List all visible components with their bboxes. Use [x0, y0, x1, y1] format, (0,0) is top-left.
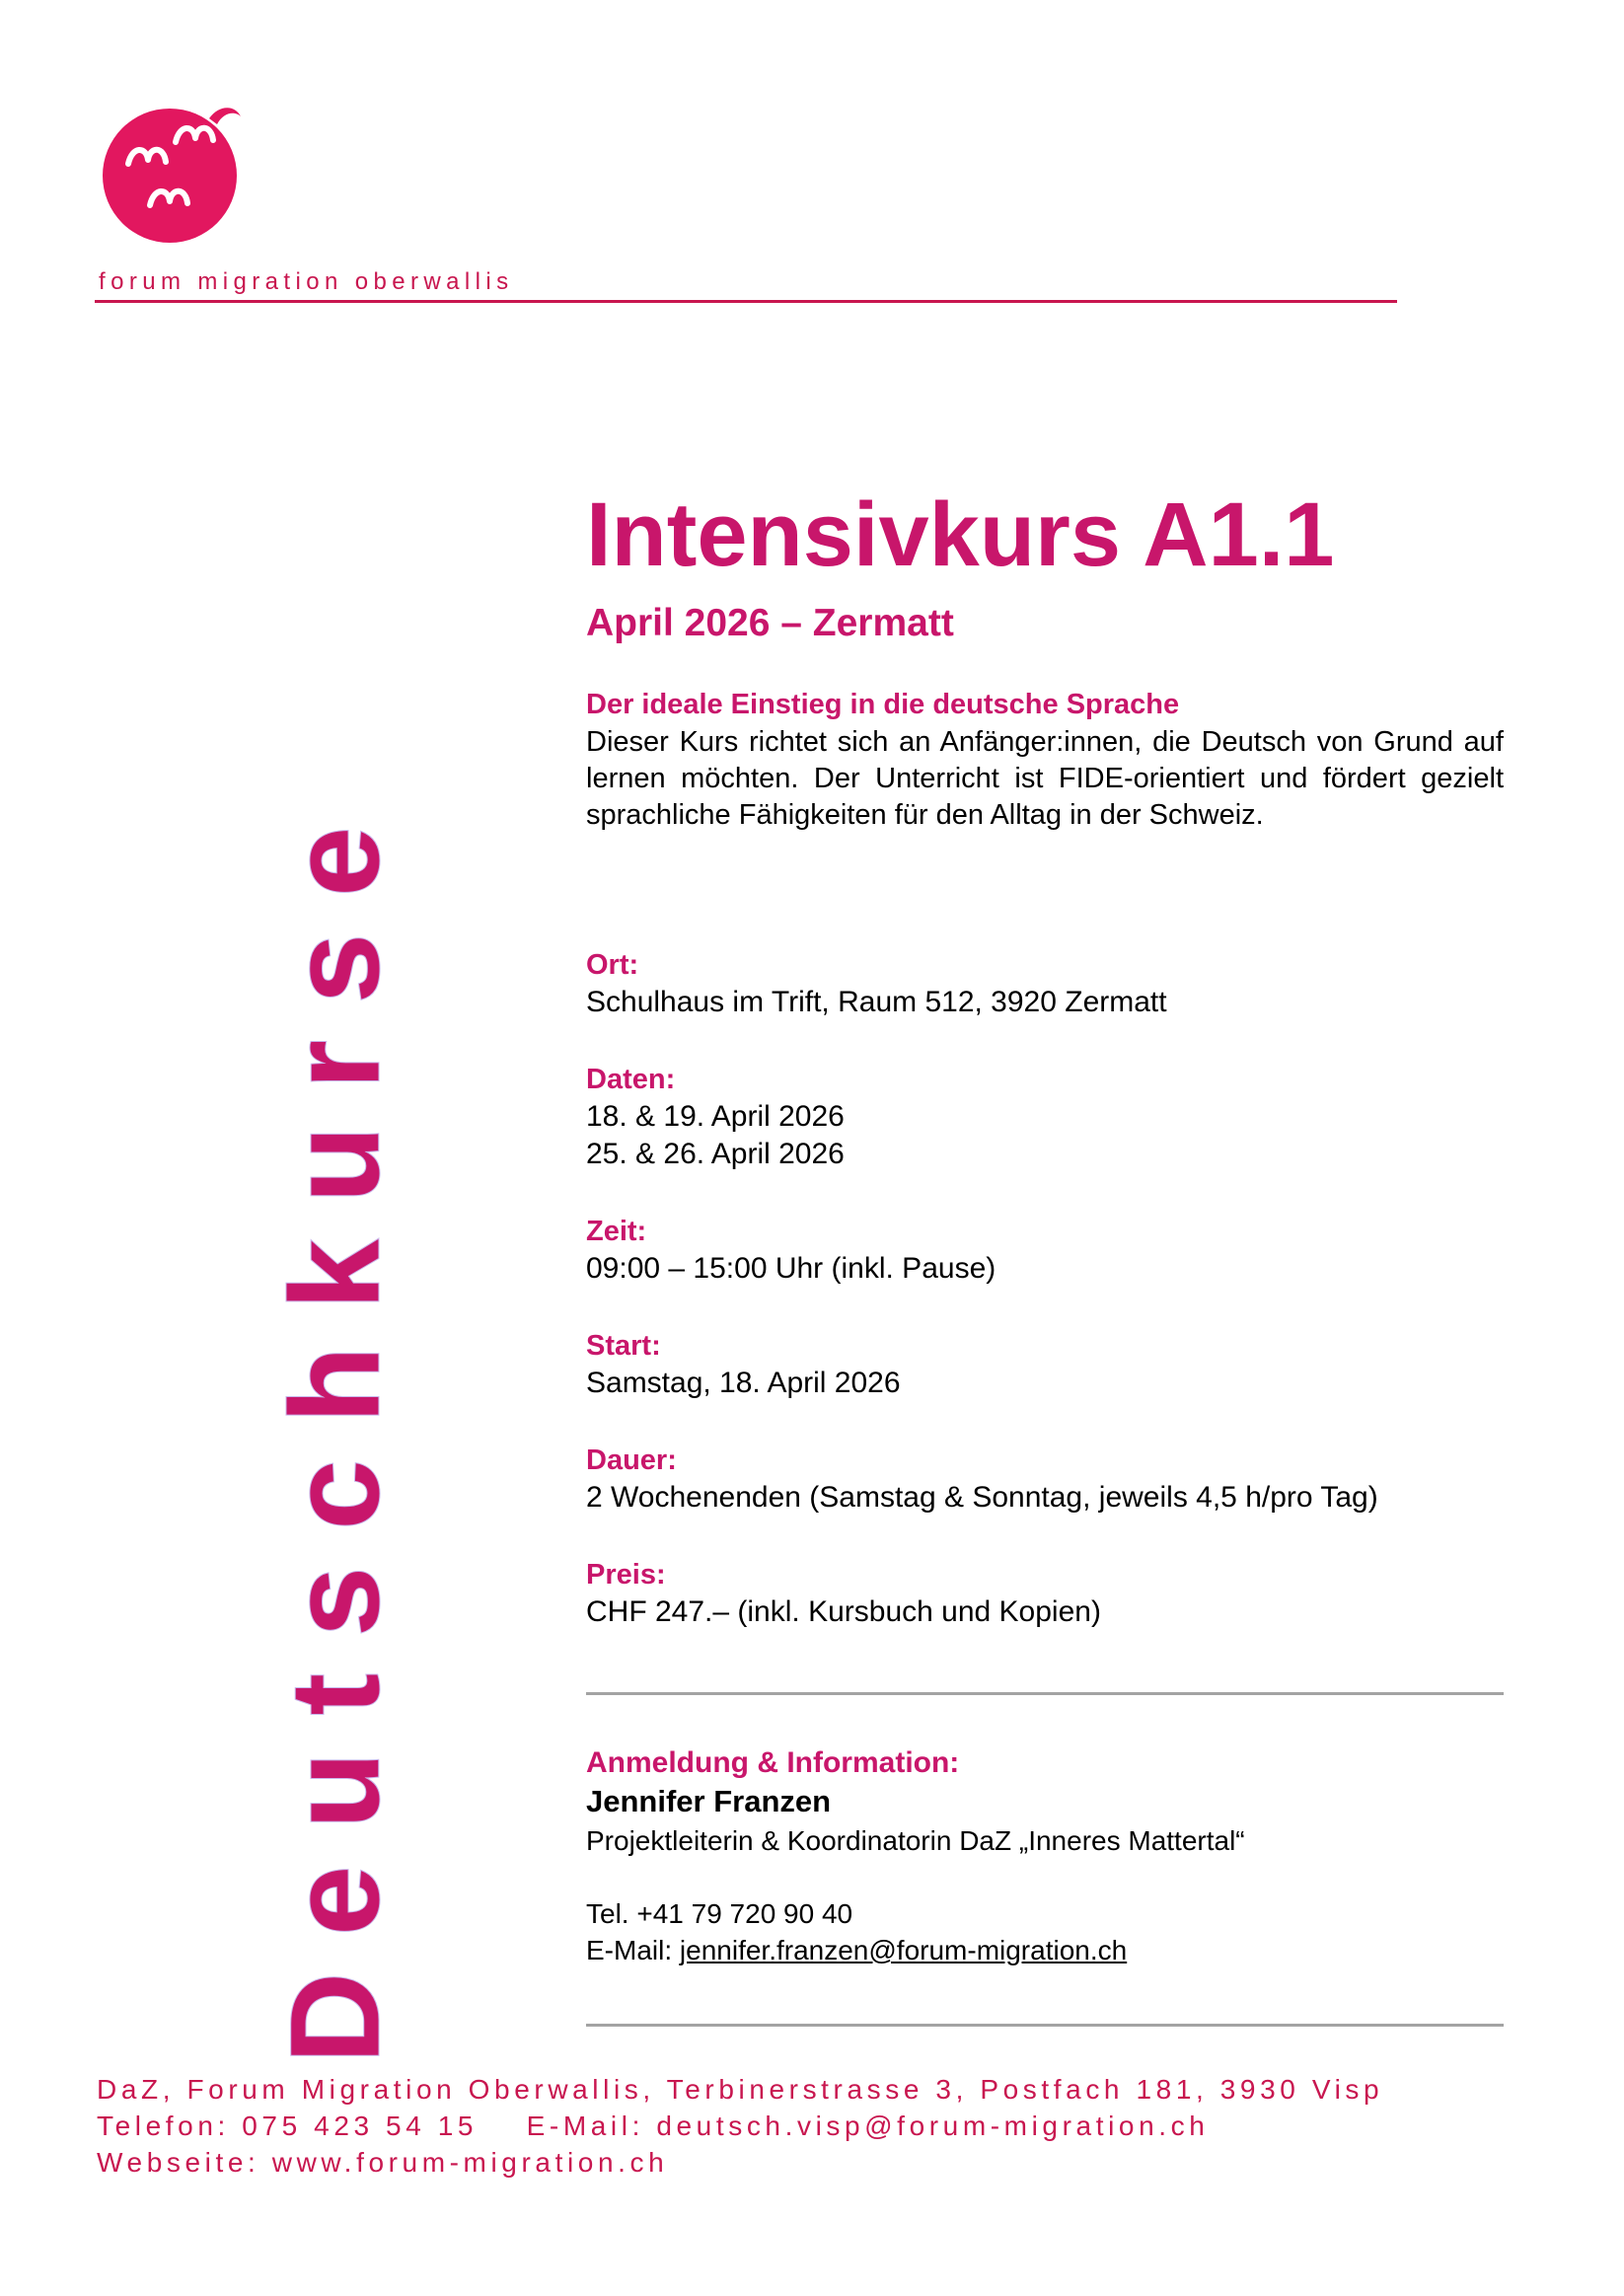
start-value: Samstag, 18. April 2026: [586, 1367, 901, 1399]
footer-contact: Telefon: 075 423 54 15 E-Mail: deutsch.visp@forum-migration.ch: [97, 2111, 1210, 2141]
side-title: Deutschkurse: [264, 789, 406, 2064]
brand-divider: [95, 300, 1397, 303]
contact-email-link[interactable]: jennifer.franzen@forum-migration.ch: [679, 1935, 1128, 1965]
contact-email-line: [586, 1935, 1127, 1966]
footer-website: Webseite: www.forum-migration.ch: [97, 2147, 669, 2178]
location-value: Schulhaus im Trift, Raum 512, 3920 Zermatt: [586, 986, 1167, 1018]
intro-heading: Der ideale Einstieg in die deutsche Sprache: [586, 689, 1180, 720]
course-subtitle: April 2026 – Zermatt: [586, 602, 954, 644]
duration-value: 2 Wochenenden (Samstag & Sonntag, jeweils 4,5 h/pro Tag): [586, 1481, 1378, 1514]
date-line-2: 25. & 26. April 2026: [586, 1138, 845, 1170]
contact-heading: Anmeldung & Information:: [586, 1746, 960, 1779]
course-title: Intensivkurs A1.1: [586, 484, 1335, 585]
location-label: Ort:: [586, 949, 639, 981]
divider-top: [586, 1692, 1504, 1695]
divider-bottom: [586, 2024, 1504, 2027]
contact-role: Projektleiterin & Koordinatorin DaZ „Inneres Mattertal“: [586, 1825, 1245, 1856]
time-value: 09:00 – 15:00 Uhr (inkl. Pause): [586, 1252, 997, 1285]
intro-text: Dieser Kurs richtet sich an Anfänger:innen, die Deutsch von Grund auf lernen möchten. Der Unterricht ist FIDE-orientiert und fördert gezielt sprachliche Fähigkeiten für den Alltag in der Schweiz.: [586, 726, 1504, 831]
contact-phone: Tel. +41 79 720 90 40: [586, 1898, 853, 1929]
brand-name: forum migration oberwallis: [99, 268, 514, 295]
date-line-1: 18. & 19. April 2026: [586, 1100, 845, 1133]
time-label: Zeit:: [586, 1216, 647, 1247]
price-label: Preis:: [586, 1559, 666, 1591]
footer-address: DaZ, Forum Migration Oberwallis, Terbinerstrasse 3, Postfach 181, 3930 Visp: [97, 2074, 1384, 2105]
forum-migration-logo: [99, 95, 247, 243]
contact-name: Jennifer Franzen: [586, 1784, 832, 1818]
price-value: CHF 247.– (inkl. Kursbuch und Kopien): [586, 1595, 1101, 1628]
dates-label: Daten:: [586, 1064, 676, 1095]
contact-email-label: E-Mail:: [586, 1935, 680, 1965]
duration-label: Dauer:: [586, 1444, 677, 1476]
start-label: Start:: [586, 1330, 661, 1362]
